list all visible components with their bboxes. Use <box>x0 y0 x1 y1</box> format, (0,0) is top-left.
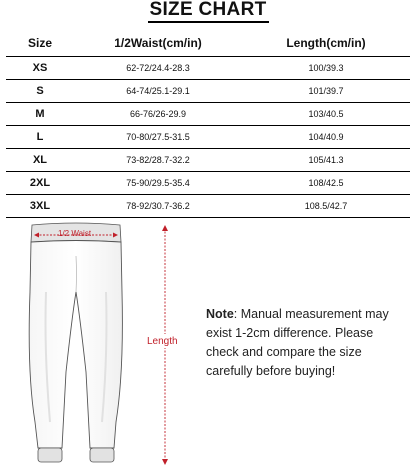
waist-label: 1/2 Waist <box>58 229 92 238</box>
table-row <box>6 126 410 149</box>
size-cell: XS <box>6 57 74 80</box>
table-row <box>6 195 410 218</box>
column-header-size: Size <box>6 29 74 57</box>
table-row <box>6 172 410 195</box>
note-label: Note <box>206 307 234 321</box>
waist-cell: 78-92/30.7-36.2 <box>74 195 242 218</box>
waist-cell: 64-74/25.1-29.1 <box>74 80 242 103</box>
right-cuff <box>90 448 114 462</box>
table-row <box>6 103 410 126</box>
column-header-length: Length(cm/in) <box>242 29 410 57</box>
length-cell: 104/40.9 <box>242 126 410 149</box>
waist-cell: 66-76/26-29.9 <box>74 103 242 126</box>
table-header-row <box>6 29 410 57</box>
left-cuff <box>38 448 62 462</box>
size-cell: 2XL <box>6 172 74 195</box>
length-cell: 101/39.7 <box>242 80 410 103</box>
size-cell: M <box>6 103 74 126</box>
size-cell: S <box>6 80 74 103</box>
length-cell: 105/41.3 <box>242 149 410 172</box>
length-label: Length <box>147 336 178 347</box>
column-header-waist: 1/2Waist(cm/in) <box>74 29 242 57</box>
size-cell: 3XL <box>6 195 74 218</box>
table-row <box>6 149 410 172</box>
size-table <box>6 29 410 218</box>
page-title: SIZE CHART <box>148 0 269 23</box>
pants-diagram <box>0 222 416 469</box>
length-cell: 100/39.3 <box>242 57 410 80</box>
length-cell: 103/40.5 <box>242 103 410 126</box>
length-cell: 108.5/42.7 <box>242 195 410 218</box>
note-text: : Manual measurement may exist 1-2cm difference. Please check and compare the size carefully before buying! <box>206 307 389 378</box>
table-row <box>6 80 410 103</box>
length-cell: 108/42.5 <box>242 172 410 195</box>
measurement-note <box>206 305 406 381</box>
waist-cell: 62-72/24.4-28.3 <box>74 57 242 80</box>
size-cell: XL <box>6 149 74 172</box>
table-row <box>6 57 410 80</box>
waist-cell: 70-80/27.5-31.5 <box>74 126 242 149</box>
waist-cell: 73-82/28.7-32.2 <box>74 149 242 172</box>
size-cell: L <box>6 126 74 149</box>
waist-cell: 75-90/29.5-35.4 <box>74 172 242 195</box>
pants-body <box>29 241 122 449</box>
title-wrap <box>0 0 416 24</box>
